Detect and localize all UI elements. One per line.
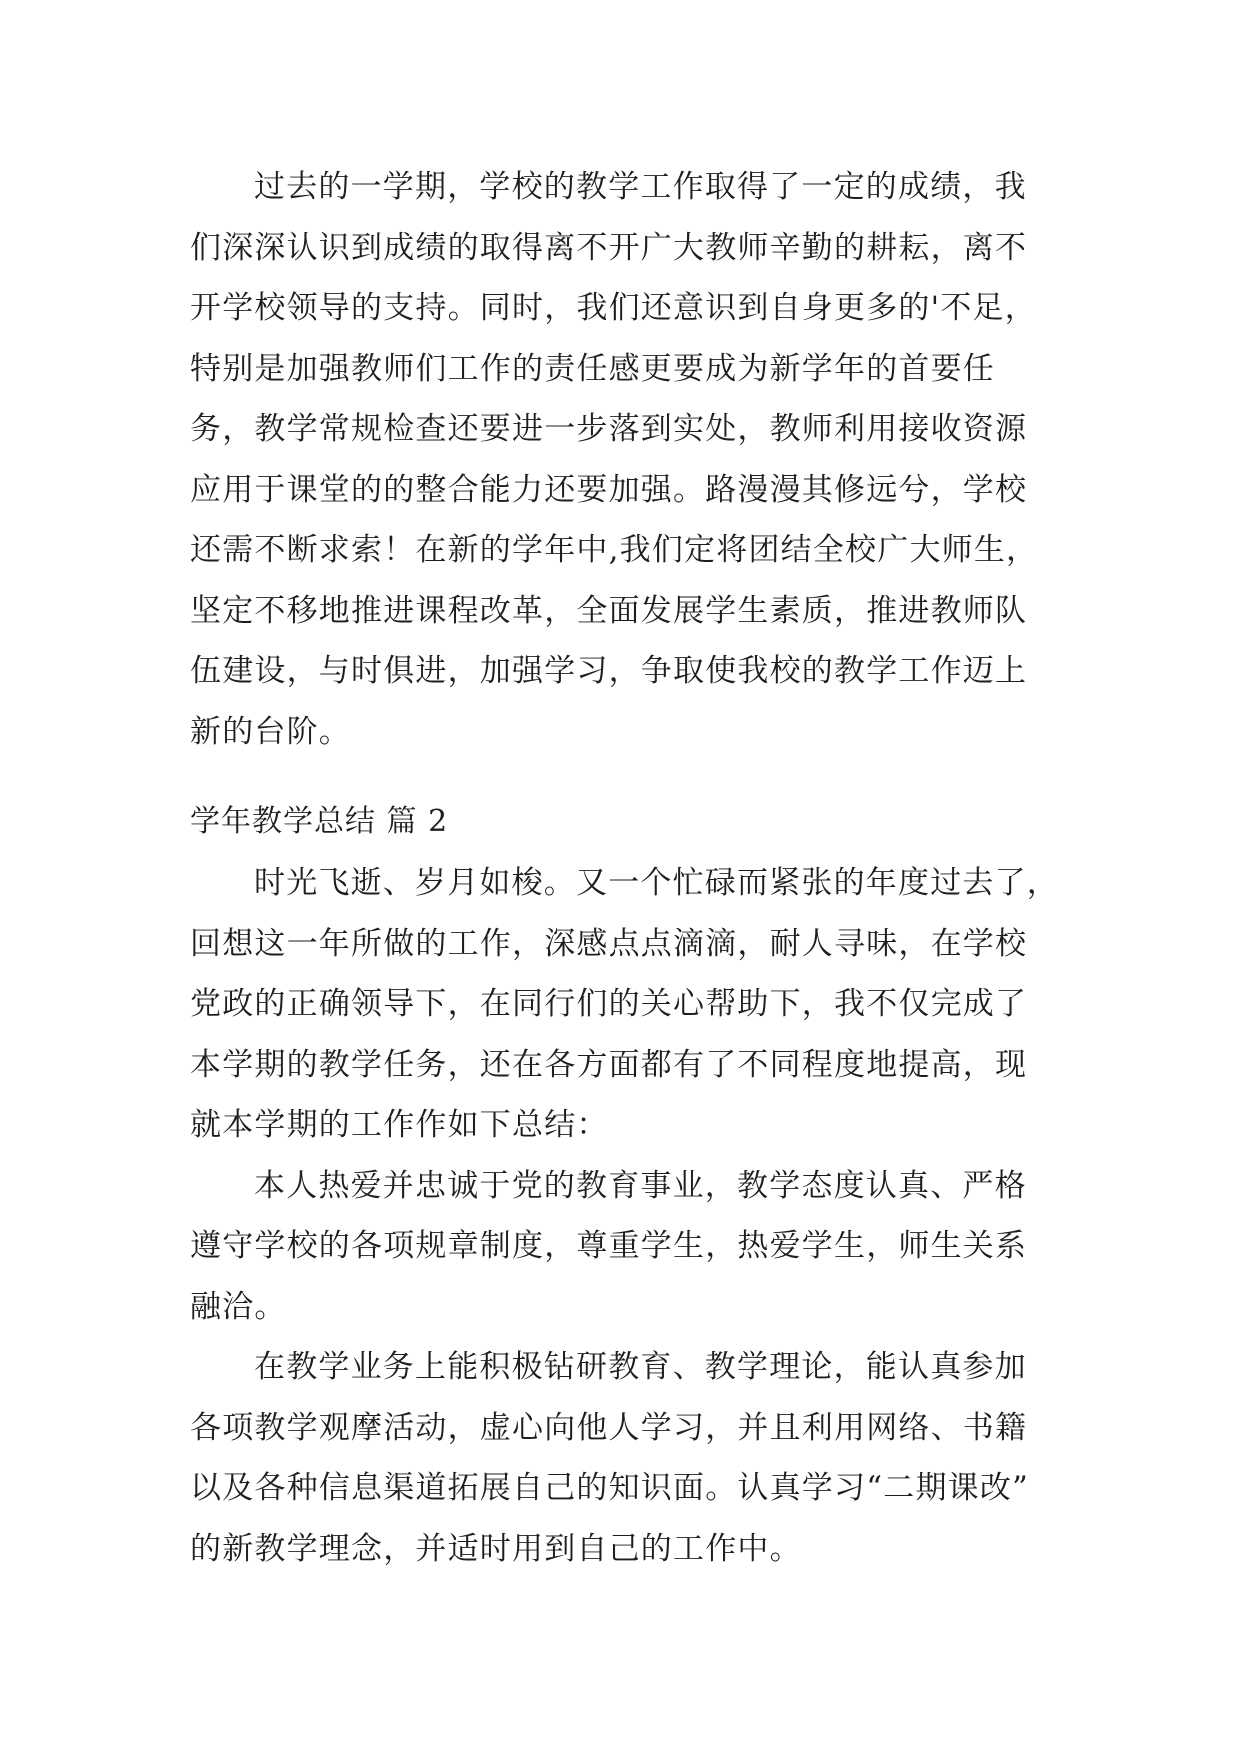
section-body bbox=[190, 853, 1070, 1579]
paragraph-1-line: 务，教学常规检查还要进一步落到实处，教师利用接收资源 bbox=[190, 411, 1028, 447]
paragraph-3-line: 遵守学校的各项规章制度，尊重学生，热爱学生，师生关系 bbox=[190, 1228, 1028, 1264]
paragraph-4-line: 的新教学理念，并适时用到自己的工作中。 bbox=[190, 1530, 802, 1567]
paragraph-4-line: 以及各种信息渠道拓展自己的知识面。认真学习“二期课改” bbox=[190, 1470, 1030, 1506]
paragraph-4 bbox=[190, 1337, 1070, 1579]
paragraph-1-line: 还需不断求索！在新的学年中,我们定将团结全校广大师生， bbox=[190, 532, 1039, 568]
paragraph-3-line: 本人热爱并忠诚于党的教育事业，教学态度认真、严格 bbox=[254, 1167, 1027, 1204]
paragraph-1-line: 新的台阶。 bbox=[190, 713, 351, 750]
paragraph-4-line: 在教学业务上能积极钻研教育、教学理论，能认真参加 bbox=[254, 1349, 1027, 1385]
paragraph-1-line: 伍建设，与时俱进，加强学习，争取使我校的教学工作迈上 bbox=[190, 653, 1028, 689]
paragraph-2-line: 本学期的教学任务，还在各方面都有了不同程度地提高，现 bbox=[190, 1046, 1028, 1083]
section-heading: 学年教学总结 篇 2 bbox=[190, 804, 449, 839]
paragraph-2-line: 时光飞逝、岁月如梭。又一个忙碌而紧张的年度过去了， bbox=[254, 865, 1059, 901]
paragraph-1-line: 应用于课堂的的整合能力还要加强。路漫漫其修远兮，学校 bbox=[190, 471, 1028, 508]
paragraph-2-line: 就本学期的工作作如下总结： bbox=[190, 1107, 609, 1143]
paragraph-1-line: 坚定不移地推进课程改革，全面发展学生素质，推进教师队 bbox=[190, 592, 1028, 629]
paragraph-1 bbox=[190, 157, 1070, 762]
paragraph-1-line: 们深深认识到成绩的取得离不开广大教师辛勤的耕耘，离不 bbox=[190, 229, 1028, 266]
paragraph-2-line: 回想这一年所做的工作，深感点点滴滴，耐人寻味，在学校 bbox=[190, 925, 1028, 962]
paragraph-4-line: 各项教学观摩活动，虚心向他人学习，并且利用网络、书籍 bbox=[190, 1409, 1028, 1446]
paragraph-1-line: 特别是加强教师们工作的责任感更要成为新学年的首要任 bbox=[190, 350, 995, 387]
paragraph-2 bbox=[190, 853, 1070, 1156]
paragraph-1-line: 过去的一学期，学校的教学工作取得了一定的成绩，我 bbox=[254, 169, 1027, 205]
paragraph-3-line: 融洽。 bbox=[190, 1288, 287, 1325]
paragraph-1-line: 开学校领导的支持。同时，我们还意识到自身更多的'不足， bbox=[190, 290, 1037, 326]
paragraph-2-line: 党政的正确领导下，在同行们的关心帮助下，我不仅完成了 bbox=[190, 986, 1028, 1022]
paragraph-3 bbox=[190, 1156, 1070, 1338]
